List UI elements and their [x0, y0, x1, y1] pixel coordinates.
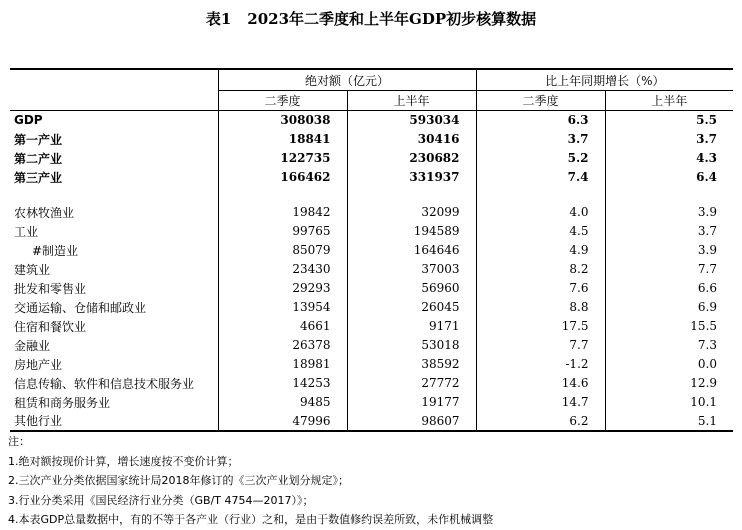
cell-h1-growth: 5.1 — [605, 412, 733, 431]
main-rows — [10, 111, 733, 187]
cell-h1: 593034 — [347, 111, 476, 130]
cell-q2-growth: 3.7 — [476, 130, 605, 149]
note-1: 1.绝对额按现价计算，增长速度按不变价计算； — [8, 454, 239, 468]
cell-h1-growth: 6.4 — [605, 168, 733, 187]
note-heading: 注： — [8, 435, 30, 448]
cell-h1: 230682 — [347, 149, 476, 168]
note-4: 4.本表GDP总量数据中，有的不等于各产业（行业）之和，是由于数值修约误差所致，未作机械调整 — [8, 513, 494, 526]
table-row — [10, 298, 733, 317]
table-title-text: 2023年二季度和上半年GDP初步核算数据 — [247, 10, 537, 28]
cell-q2: 13954 — [218, 298, 347, 317]
cell-q2-growth: 14.7 — [476, 393, 605, 412]
cell-q2-growth: 7.6 — [476, 279, 605, 298]
table-row — [10, 279, 733, 298]
cell-q2-growth: 4.5 — [476, 222, 605, 241]
spacer-cell — [476, 187, 605, 203]
cell-q2-growth: 5.2 — [476, 149, 605, 168]
cell-q2-growth: -1.2 — [476, 355, 605, 374]
cell-q2: 122735 — [218, 149, 347, 168]
cell-h1: 19177 — [347, 393, 476, 412]
row-label: 房地产业 — [14, 357, 63, 372]
spacer-row — [10, 187, 733, 203]
header-corner-bottom — [10, 91, 218, 111]
row-label: 信息传输、软件和信息技术服务业 — [14, 376, 195, 391]
table-row — [10, 168, 733, 187]
header-corner — [10, 69, 218, 91]
header-q2: 二季度 — [218, 91, 347, 111]
cell-h1-growth: 3.7 — [605, 222, 733, 241]
cell-q2-growth: 8.8 — [476, 298, 605, 317]
table-row — [10, 260, 733, 279]
cell-h1-growth: 7.7 — [605, 260, 733, 279]
table-row — [10, 336, 733, 355]
row-label: 工业 — [14, 224, 39, 239]
table-row — [10, 412, 733, 431]
cell-q2: 29293 — [218, 279, 347, 298]
header-q2-growth: 二季度 — [476, 91, 605, 111]
cell-q2-growth: 6.2 — [476, 412, 605, 431]
table-row — [10, 241, 733, 260]
cell-h1: 26045 — [347, 298, 476, 317]
header-h1: 上半年 — [347, 91, 476, 111]
cell-h1: 331937 — [347, 168, 476, 187]
table-row — [10, 130, 733, 149]
row-label: 第二产业 — [14, 151, 63, 166]
table-row — [10, 111, 733, 130]
table-row — [10, 393, 733, 412]
cell-q2: 14253 — [218, 374, 347, 393]
cell-h1: 98607 — [347, 412, 476, 431]
table-row — [10, 149, 733, 168]
industry-rows — [10, 187, 733, 431]
cell-q2: 85079 — [218, 241, 347, 260]
cell-h1: 56960 — [347, 279, 476, 298]
cell-h1: 27772 — [347, 374, 476, 393]
table-row — [10, 222, 733, 241]
cell-q2-growth: 4.9 — [476, 241, 605, 260]
row-label: 住宿和餐饮业 — [14, 319, 87, 334]
row-label: 交通运输、仓储和邮政业 — [14, 300, 147, 315]
cell-q2: 308038 — [218, 111, 347, 130]
cell-h1: 53018 — [347, 336, 476, 355]
cell-h1-growth: 6.9 — [605, 298, 733, 317]
cell-q2-growth: 4.0 — [476, 203, 605, 222]
row-label: 金融业 — [14, 338, 51, 353]
header-group-growth: 比上年同期增长（%） — [476, 69, 733, 91]
note-2: 2.三次产业分类依据国家统计局2018年修订的《三次产业划分规定》； — [8, 474, 349, 487]
header-group-absolute: 绝对额（亿元） — [218, 69, 476, 91]
row-label: 第一产业 — [14, 132, 63, 147]
cell-h1-growth: 3.7 — [605, 130, 733, 149]
cell-q2: 18841 — [218, 130, 347, 149]
row-label: 第三产业 — [14, 170, 63, 185]
cell-h1: 38592 — [347, 355, 476, 374]
row-label: 其他行业 — [10, 412, 218, 431]
cell-h1-growth: 4.3 — [605, 149, 733, 168]
table-row — [10, 355, 733, 374]
cell-h1-growth: 6.6 — [605, 279, 733, 298]
cell-q2-growth: 17.5 — [476, 317, 605, 336]
cell-h1: 194589 — [347, 222, 476, 241]
cell-h1-growth: 10.1 — [605, 393, 733, 412]
cell-q2-growth: 7.7 — [476, 336, 605, 355]
cell-h1: 32099 — [347, 203, 476, 222]
cell-h1-growth: 12.9 — [605, 374, 733, 393]
cell-q2: 99765 — [218, 222, 347, 241]
cell-h1: 164646 — [347, 241, 476, 260]
cell-h1-growth: 0.0 — [605, 355, 733, 374]
spacer-cell — [10, 187, 218, 203]
gdp-table — [10, 68, 733, 432]
table-number: 表1 — [205, 10, 232, 28]
table-row — [10, 203, 733, 222]
row-label: 租赁和商务服务业 — [14, 395, 111, 410]
row-label: 批发和零售业 — [14, 281, 87, 296]
cell-q2: 19842 — [218, 203, 347, 222]
cell-h1-growth: 7.3 — [605, 336, 733, 355]
cell-q2-growth: 6.3 — [476, 111, 605, 130]
cell-q2-growth: 14.6 — [476, 374, 605, 393]
note-3: 3.行业分类采用《国民经济行业分类（GB/T 4754—2017）》； — [8, 493, 314, 507]
table-row — [10, 374, 733, 393]
cell-q2-growth: 7.4 — [476, 168, 605, 187]
table-title — [0, 8, 742, 29]
cell-h1-growth: 3.9 — [605, 241, 733, 260]
spacer-cell — [218, 187, 347, 203]
cell-q2: 26378 — [218, 336, 347, 355]
row-label: GDP — [14, 113, 43, 128]
spacer-cell — [347, 187, 476, 203]
row-label: 农林牧渔业 — [14, 205, 75, 220]
cell-h1-growth: 3.9 — [605, 203, 733, 222]
notes — [8, 432, 736, 530]
cell-q2: 4661 — [218, 317, 347, 336]
cell-q2: 166462 — [218, 168, 347, 187]
cell-q2: 18981 — [218, 355, 347, 374]
row-label: #制造业 — [32, 243, 79, 258]
table-row — [10, 317, 733, 336]
header-h1-growth: 上半年 — [605, 91, 733, 111]
cell-q2: 23430 — [218, 260, 347, 279]
cell-h1: 30416 — [347, 130, 476, 149]
cell-h1-growth: 5.5 — [605, 111, 733, 130]
cell-h1-growth: 15.5 — [605, 317, 733, 336]
cell-q2: 9485 — [218, 393, 347, 412]
spacer-cell — [605, 187, 733, 203]
cell-q2: 47996 — [218, 412, 347, 431]
row-label: 建筑业 — [14, 262, 51, 277]
cell-q2-growth: 8.2 — [476, 260, 605, 279]
cell-h1: 37003 — [347, 260, 476, 279]
cell-h1: 9171 — [347, 317, 476, 336]
